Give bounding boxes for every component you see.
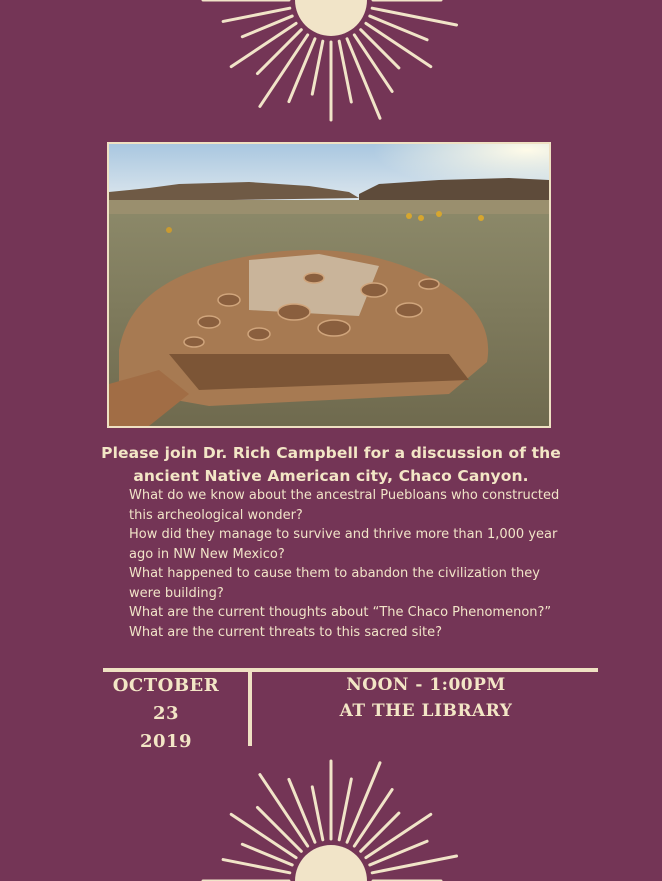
sun-ray	[312, 787, 323, 840]
sun-ray	[370, 841, 427, 865]
vertical-divider	[248, 672, 252, 746]
sun-ray	[223, 8, 290, 21]
sun-ray	[361, 813, 399, 851]
sun-ray	[242, 16, 292, 37]
event-location: AT THE LIBRARY	[339, 701, 513, 721]
date-year: 2019	[139, 731, 193, 752]
chaco-canyon-photo	[107, 142, 551, 428]
sun-disc	[295, 0, 367, 36]
sun-ray	[370, 16, 427, 40]
event-headline	[90, 442, 572, 488]
question-item: What are the current thoughts about “The Chaco Phenomenon?”	[129, 605, 552, 620]
sun-ray	[361, 30, 399, 68]
sunburst-bottom-decoration	[0, 745, 662, 881]
event-date	[104, 672, 228, 756]
question-item: What do we know about the ancestral Puebloans who constructed this archeological wonder?	[129, 488, 560, 523]
sun-ray	[289, 779, 315, 842]
question-item: What are the current threats to this sacred site?	[129, 624, 443, 640]
question-item: How did they manage to survive and thrive more than 1,000 year ago in NW New Mexico?	[129, 527, 558, 562]
event-time-location	[300, 672, 552, 724]
sun-ray	[242, 844, 292, 865]
sun-ray	[289, 39, 315, 102]
question-list	[129, 486, 569, 642]
sun-ray	[312, 41, 323, 94]
question-item: What happened to cause them to abandon the civilization they were building?	[129, 566, 540, 601]
sunburst-top-decoration	[0, 0, 662, 140]
sun-ray	[339, 779, 351, 840]
date-month: OCTOBER	[112, 675, 220, 696]
sun-ray	[339, 41, 351, 102]
date-day: 23	[152, 703, 180, 724]
sun-disc	[295, 845, 367, 881]
event-time: NOON - 1:00PM	[346, 675, 506, 695]
headline-line-2: ancient Native American city, Chaco Canyon.	[133, 467, 529, 485]
headline-line-1: Please join Dr. Rich Campbell for a discussion of the	[101, 444, 561, 462]
sun-ray	[223, 860, 290, 873]
